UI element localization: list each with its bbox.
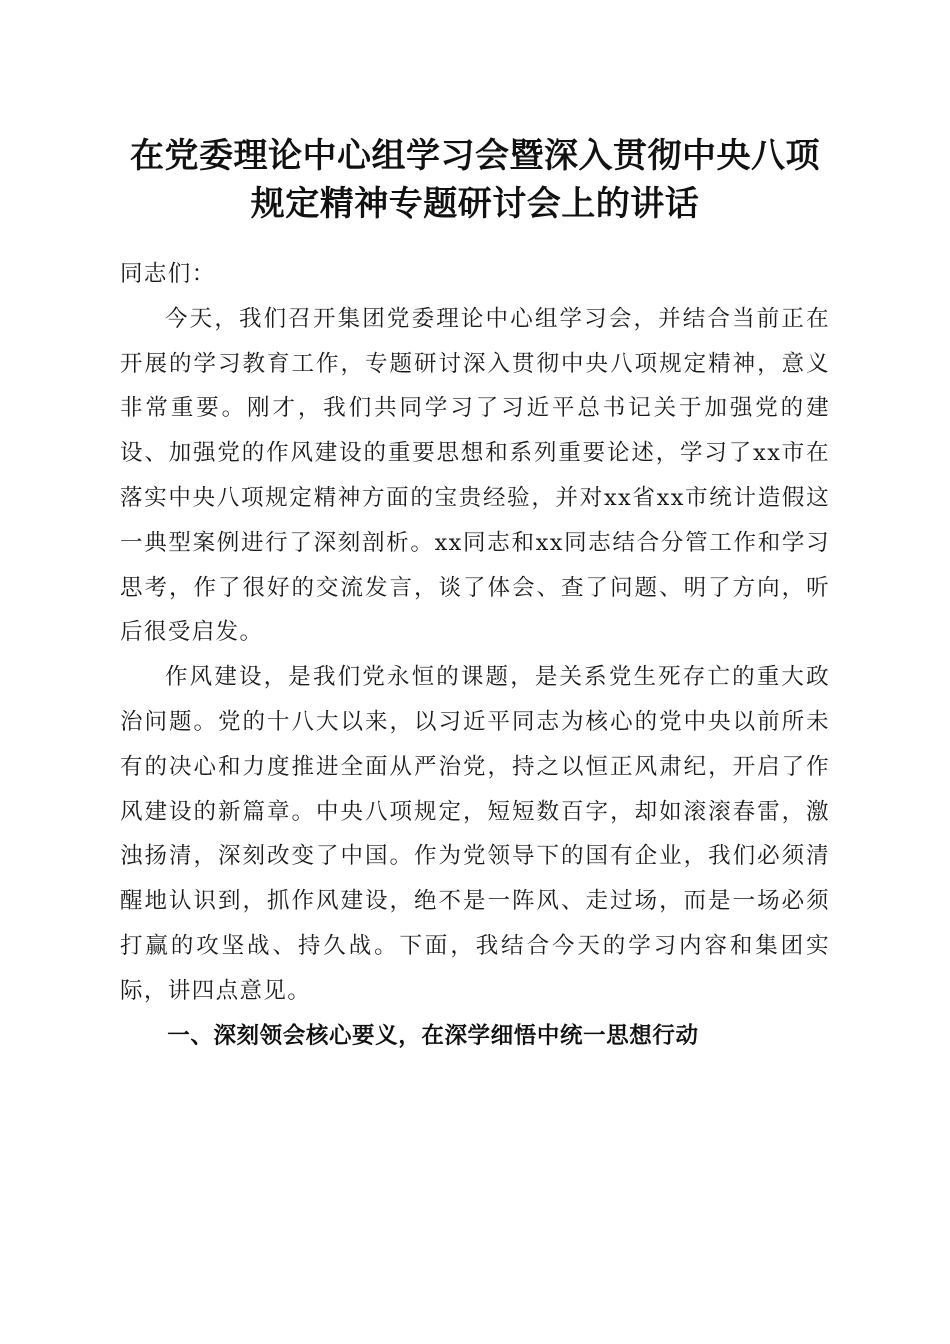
document-title	[100, 132, 850, 228]
document-body	[120, 252, 830, 1058]
section-heading-1: 一、深刻领会核心要义，在深学细悟中统一思想行动	[167, 1022, 699, 1049]
title-line-2: 规定精神专题研讨会上的讲话	[250, 184, 700, 224]
salutation: 同志们：	[120, 261, 216, 287]
paragraph-opening: 今天，我们召开集团党委理论中心组学习会，并结合当前正在开展的学习教育工作，专题研讨深入贯彻中央八项规定精神，意义非常重要。刚才，我们共同学习了习近平总书记关于加强党的建设、加强党的作风建设的重要思想和系列重要论述，学习了xx市在落实中央八项规定精神方面的宝贵经验，并对xx省xx市统计造假这一典型案例进行了深刻剖析。xx同志和xx同志结合分管工作和学习思考，作了很好的交流发言，谈了体会、查了问题、明了方向，听后很受启发。	[120, 305, 830, 646]
paragraph-style-building: 作风建设，是我们党永恒的课题，是关系党生死存亡的重大政治问题。党的十八大以来，以习近平同志为核心的党中央以前所未有的决心和力度推进全面从严治党，持之以恒正风肃纪，开启了作风建设的新篇章。中央八项规定，短短数百字，却如滚滚春雷，激浊扬清，深刻改变了中国。作为党领导下的国有企业，我们必须清醒地认识到，抓作风建设，绝不是一阵风、走过场，而是一场必须打赢的攻坚战、持久战。下面，我结合今天的学习内容和集团实际，讲四点意见。	[120, 664, 830, 1004]
title-line-1: 在党委理论中心组学习会暨深入贯彻中央八项	[130, 136, 820, 176]
